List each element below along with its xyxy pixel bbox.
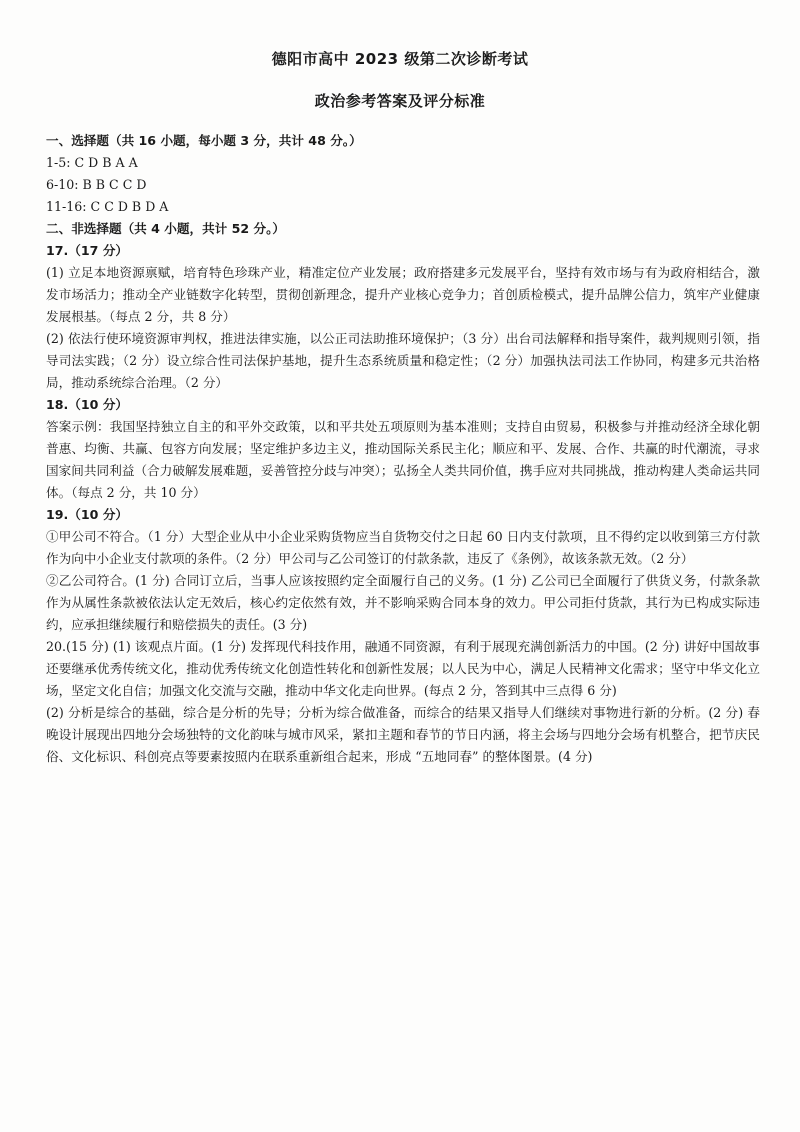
answer-content bbox=[46, 130, 760, 768]
choice-answers-11-16: 11-16: C C D B D A bbox=[46, 199, 169, 214]
question-20-part-1: 20.(15 分) (1) 该观点片面。(1 分) 发挥现代科技作用，融通不同资源，有利于展现充满创新活力的中国。(2 分) 讲好中国故事还要继承优秀传统文化，推动优秀传统文化创造性转化和创新性发展；以人民为中心，满足人民精神文化需求；坚守中华文化立场，坚定文化自信；加强文化交流与交融，推动中华文化走向世界。(每点 2 分，答到其中三点得 6 分) bbox=[46, 639, 760, 698]
question-17-heading: 17.（17 分） bbox=[46, 243, 129, 258]
document-subtitle: 政治参考答案及评分标准 bbox=[314, 92, 486, 110]
question-19-part-2: ②乙公司符合。(1 分) 合同订立后，当事人应该按照约定全面履行自己的义务。(1 分) 乙公司已全面履行了供货义务，付款条款作为从属性条款被依法认定无效后，核心约定依然有效，并不影响采购合同本身的效力。甲公司拒付货款，其行为已构成实际违约，应承担继续履行和赔偿损失的责任。(3 分) bbox=[46, 573, 760, 632]
question-18-answer: 答案示例：我国坚持独立自主的和平外交政策，以和平共处五项原则为基本准则；支持自由贸易，积极参与并推动经济全球化朝普惠、均衡、共赢、包容方向发展；坚定维护多边主义，推动国际关系民主化；顺应和平、发展、合作、共赢的时代潮流，寻求国家间共同利益（合力破解发展难题，妥善管控分歧与冲突）；弘扬全人类共同价值，携手应对共同挑战，推动构建人类命运共同体。（每点 2 分，共 10 分） bbox=[46, 419, 760, 500]
choice-answers-1-5: 1-5: C D B A A bbox=[46, 155, 138, 170]
question-19-heading: 19.（10 分） bbox=[46, 507, 129, 522]
section-heading-choice: 一、选择题（共 16 小题，每小题 3 分，共计 48 分。） bbox=[46, 133, 362, 148]
question-18-heading: 18.（10 分） bbox=[46, 397, 129, 412]
question-19-part-1: ①甲公司不符合。（1 分）大型企业从中小企业采购货物应当自货物交付之日起 60 日内支付款项，且不得约定以收到第三方付款作为向中小企业支付款项的条件。（2 分）甲公司与乙公司签订的付款条款，违反了《条例》，故该条款无效。（2 分） bbox=[46, 529, 760, 566]
question-17-part-1: (1) 立足本地资源禀赋，培育特色珍珠产业，精准定位产业发展；政府搭建多元发展平台，坚持有效市场与有为政府相结合，激发市场活力；推动全产业链数字化转型，贯彻创新理念，提升产业核心竞争力；首创质检模式，提升品牌公信力，筑牢产业健康发展根基。（每点 2 分，共 8 分） bbox=[46, 265, 760, 324]
document-title: 德阳市高中 2023 级第二次诊断考试 bbox=[271, 50, 529, 68]
choice-answers-6-10: 6-10: B B C C D bbox=[46, 177, 147, 192]
question-17-part-2: (2) 依法行使环境资源审判权，推进法律实施，以公正司法助推环境保护；（3 分）出台司法解释和指导案件，裁判规则引领，指导司法实践；（2 分）设立综合性司法保护基地，提升生态系统质量和稳定性；（2 分）加强执法司法工作协同，构建多元共治格局，推动系统综合治理。（2 分） bbox=[46, 331, 760, 390]
section-heading-nonchoice: 二、非选择题（共 4 小题，共计 52 分。） bbox=[46, 221, 286, 236]
question-20-part-2: (2) 分析是综合的基础，综合是分析的先导；分析为综合做准备，而综合的结果又指导人们继续对事物进行新的分析。(2 分) 春晚设计展现出四地分会场独特的文化韵味与城市风采，紧扣主题和春节的节日内涵，将主会场与四地分会场有机整合，把节庆民俗、文化标识、科创亮点等要素按照内在联系重新组合起来，形成 “五地同春” 的整体图景。(4 分) bbox=[46, 705, 760, 764]
